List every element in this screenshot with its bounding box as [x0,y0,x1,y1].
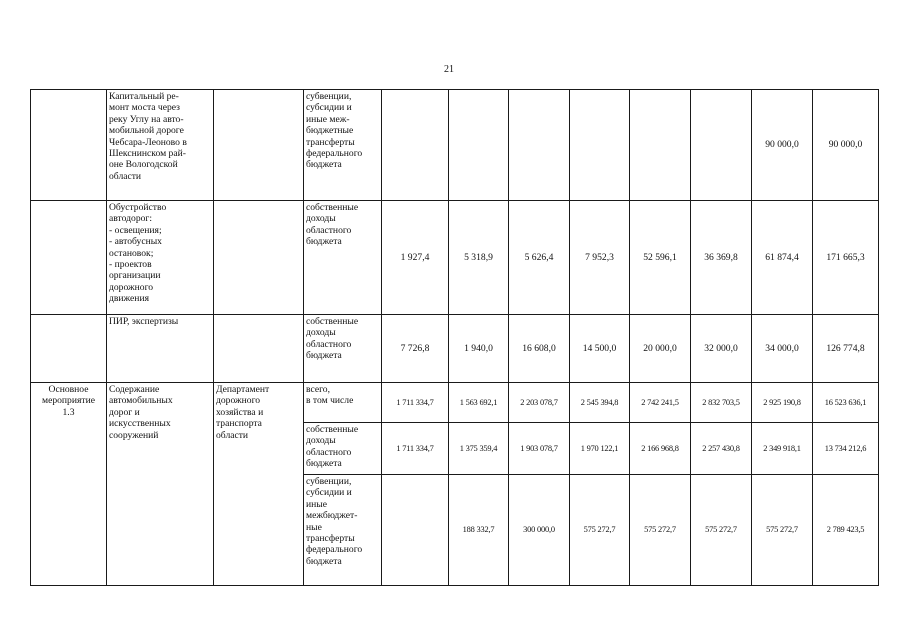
value-cell: 1 375 359,4 [449,423,509,475]
executor-cell [214,201,304,315]
value-cell: 2 166 968,8 [630,423,691,475]
value-cell: 16 523 636,1 [813,383,879,423]
value-cell: 2 925 190,8 [752,383,813,423]
program-cell [31,315,107,383]
value-cell: 2 789 423,5 [813,475,879,586]
value-cell: 575 272,7 [630,475,691,586]
value-cell: 2 257 430,8 [691,423,752,475]
value-cell [509,90,570,201]
value-cell: 90 000,0 [813,90,879,201]
value-cell [382,475,449,586]
value-cell: 1 563 692,1 [449,383,509,423]
value-cell: 14 500,0 [570,315,630,383]
value-cell: 1 711 334,7 [382,383,449,423]
event-cell: Капитальный ре- монт моста через реку Углу на авто- мобильной дороге Чебсара-Леоново в Шекснинском рай- оне Вологодской области [107,90,214,201]
value-cell [382,90,449,201]
value-cell [630,90,691,201]
value-cell: 1 970 122,1 [570,423,630,475]
value-cell: 188 332,7 [449,475,509,586]
value-cell: 1 927,4 [382,201,449,315]
value-cell: 171 665,3 [813,201,879,315]
value-cell: 1 940,0 [449,315,509,383]
executor-cell [214,90,304,201]
value-cell: 2 832 703,5 [691,383,752,423]
funding-source-cell: всего, в том числе [304,383,382,423]
program-cell [31,201,107,315]
value-cell: 52 596,1 [630,201,691,315]
event-cell: Содержание автомобильных дорог и искусственных сооружений [107,383,214,586]
value-cell [449,90,509,201]
executor-cell: Департамент дорожного хозяйства и транспорта области [214,383,304,586]
value-cell: 2 742 241,5 [630,383,691,423]
table-row [31,315,879,383]
page-number: 21 [444,64,454,75]
funding-source-cell: собственные доходы областного бюджета [304,423,382,475]
value-cell: 575 272,7 [752,475,813,586]
value-cell: 5 626,4 [509,201,570,315]
value-cell: 2 349 918,1 [752,423,813,475]
funding-source-cell: субвенции, субсидии и иные меж- бюджетные трансферты федерального бюджета [304,90,382,201]
value-cell: 575 272,7 [570,475,630,586]
value-cell: 16 608,0 [509,315,570,383]
table-row [31,90,879,201]
value-cell: 36 369,8 [691,201,752,315]
table-row [31,383,879,423]
value-cell: 7 726,8 [382,315,449,383]
value-cell: 126 774,8 [813,315,879,383]
table-row [31,201,879,315]
program-cell: Основное мероприятие 1.3 [31,383,107,586]
value-cell: 90 000,0 [752,90,813,201]
value-cell: 20 000,0 [630,315,691,383]
value-cell: 13 734 212,6 [813,423,879,475]
value-cell: 2 203 078,7 [509,383,570,423]
value-cell: 575 272,7 [691,475,752,586]
budget-table [30,89,879,586]
funding-source-cell: собственные доходы областного бюджета [304,201,382,315]
executor-cell [214,315,304,383]
value-cell: 2 545 394,8 [570,383,630,423]
value-cell: 1 711 334,7 [382,423,449,475]
value-cell: 34 000,0 [752,315,813,383]
funding-source-cell: субвенции, субсидии и иные межбюджет- ные трансферты федерального бюджета [304,475,382,586]
event-cell: ПИР, экспертизы [107,315,214,383]
value-cell: 61 874,4 [752,201,813,315]
value-cell [570,90,630,201]
funding-source-cell: собственные доходы областного бюджета [304,315,382,383]
value-cell: 7 952,3 [570,201,630,315]
value-cell: 1 903 078,7 [509,423,570,475]
value-cell: 32 000,0 [691,315,752,383]
program-cell [31,90,107,201]
value-cell: 5 318,9 [449,201,509,315]
event-cell: Обустройство автодорог: - освещения; - автобусных остановок; - проектов организации дорожного движения [107,201,214,315]
value-cell [691,90,752,201]
value-cell: 300 000,0 [509,475,570,586]
